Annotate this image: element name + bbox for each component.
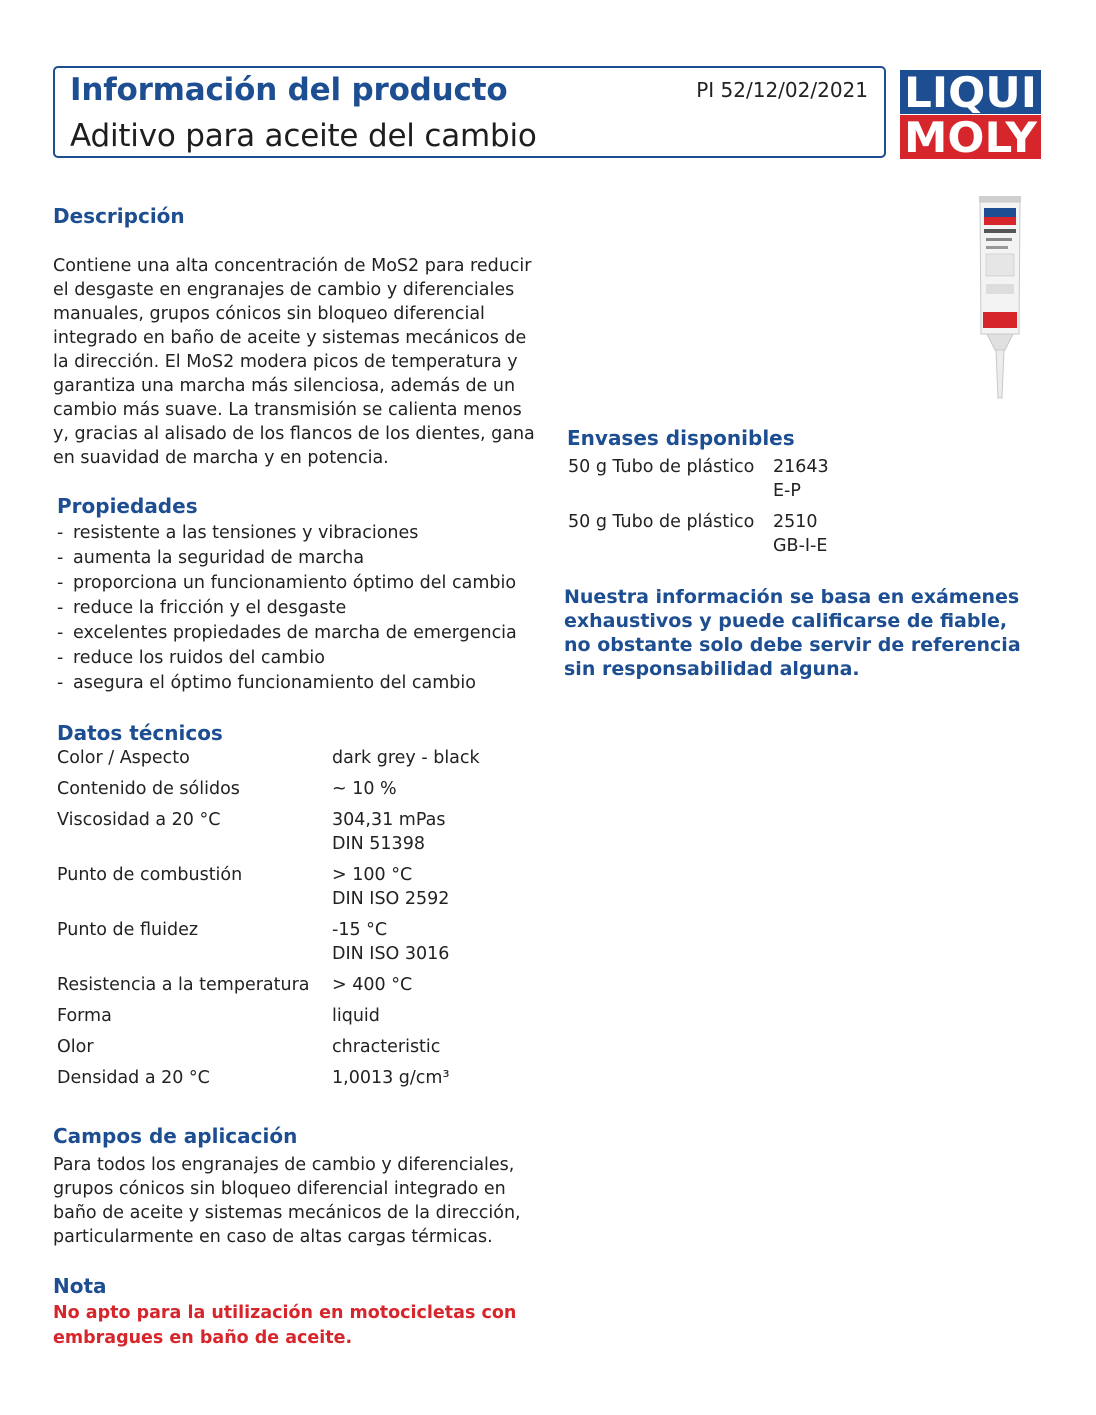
table-row: Color / Aspecto dark grey - black — [57, 748, 480, 768]
list-item: - excelentes propiedades de marcha de emergencia — [57, 623, 517, 643]
table-row: Forma liquid — [57, 1006, 380, 1026]
table-row: Densidad a 20 °C 1,0013 g/cm³ — [57, 1068, 450, 1088]
description-text: Contiene una alta concentración de MoS2 para reducir el desgaste en engranajes de cambio y diferenciales manuales, grupos cónicos sin bloqueo diferencial integrado en baño de aceite y sistemas mecánicos de la dirección. El MoS2 modera picos de temperatura y garantiza una marcha más silenciosa, además de un cambio más suave. La transmisión se calienta menos y, gracias al alisado de los flancos de los dientes, gana en suavidad de marcha y en potencia. — [53, 256, 535, 468]
liqui-moly-logo — [898, 68, 1043, 161]
table-row: Punto de fluidez -15 °C DIN ISO 3016 — [57, 920, 450, 964]
application-fields-text: Para todos los engranajes de cambio y diferenciales, grupos cónicos sin bloqueo diferencial integrado en baño de aceite y sistemas mecánicos de la dirección, particularmente en caso de altas cargas térmicas. — [53, 1155, 521, 1247]
packaging-number: 2510 GB-I-E — [773, 512, 828, 556]
note-warning-text: No apto para la utilización en motocicletas con embragues en baño de aceite. — [53, 1303, 517, 1348]
list-item: - proporciona un funcionamiento óptimo del cambio — [57, 573, 517, 593]
description-heading: Descripción — [53, 204, 185, 228]
product-tube-image — [975, 194, 1025, 402]
svg-text:MOLY: MOLY — [904, 113, 1038, 161]
list-item: - asegura el óptimo funcionamiento del cambio — [57, 673, 476, 693]
document-code: PI 52/12/02/2021 — [696, 78, 868, 102]
disclaimer-text: Nuestra información se basa en exámenes exhaustivos y puede calificarse de fiable, no obstante solo debe servir de referencia sin responsabilidad alguna. — [564, 586, 1021, 680]
packaging-heading: Envases disponibles — [567, 426, 795, 450]
note-heading: Nota — [53, 1274, 107, 1298]
properties-heading: Propiedades — [57, 494, 198, 518]
packaging-label: 50 g Tubo de plástico — [568, 512, 755, 532]
table-row: Viscosidad a 20 °C 304,31 mPas DIN 51398 — [57, 810, 446, 854]
application-fields-heading: Campos de aplicación — [53, 1124, 298, 1148]
page-title: Información del producto — [70, 72, 508, 108]
svg-text:LIQUI: LIQUI — [904, 68, 1037, 117]
packaging-label: 50 g Tubo de plástico — [568, 457, 755, 477]
technical-data-table — [57, 746, 480, 1097]
product-info-header — [53, 66, 886, 158]
packaging-number: 21643 E-P — [773, 457, 829, 501]
list-item: - reduce la fricción y el desgaste — [57, 598, 347, 618]
table-row: Olor chracteristic — [57, 1037, 441, 1057]
list-item: - aumenta la seguridad de marcha — [57, 548, 365, 568]
technical-data-heading: Datos técnicos — [57, 721, 223, 745]
list-item: - reduce los ruidos del cambio — [57, 648, 325, 668]
table-row: Punto de combustión > 100 °C DIN ISO 2592 — [57, 865, 450, 909]
product-subtitle: Aditivo para aceite del cambio — [70, 118, 537, 154]
table-row: Resistencia a la temperatura > 400 °C — [57, 975, 413, 995]
properties-list — [57, 521, 517, 696]
list-item: - resistente a las tensiones y vibraciones — [57, 523, 419, 543]
table-row: Contenido de sólidos ~ 10 % — [57, 779, 397, 799]
